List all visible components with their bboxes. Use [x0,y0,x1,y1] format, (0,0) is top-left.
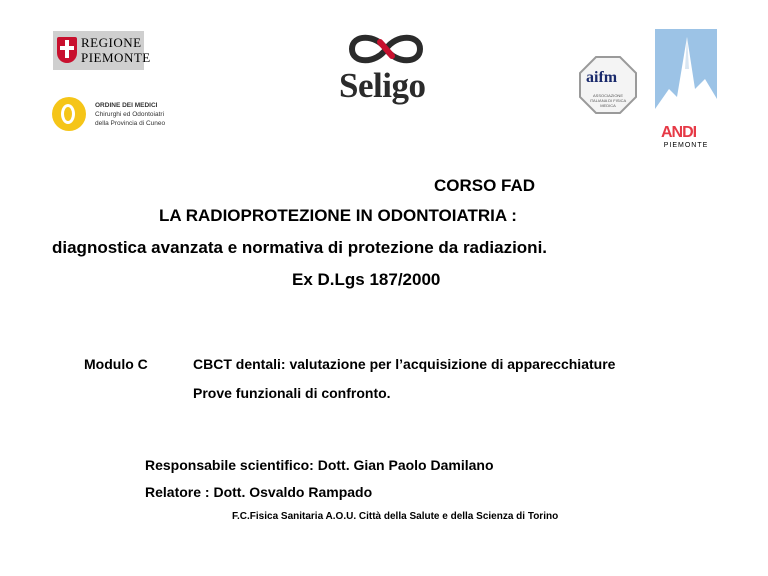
regione-line2: PIEMONTE [81,50,151,65]
aifm-logo [578,55,638,115]
aifm-subtitle: ASSOCIAZIONE ITALIANA DI FISICA MEDICA [589,93,627,108]
course-subtitle: diagnostica avanzata e normativa di protezione da radiazioni. [52,238,548,257]
regione-line1: REGIONE [81,35,142,50]
seligo-word: Seligo [339,66,426,105]
ordine-line2: Chirurghi ed Odontoiatri [95,111,165,118]
affiliation: F.C.Fisica Sanitaria A.O.U. Città della Salute e della Scienza di Torino [232,511,559,522]
module-label: Modulo C [84,356,148,372]
andi-label: PIEMONTE [655,141,717,150]
course-type: CORSO FAD [434,176,536,195]
ordine-medici-logo [52,97,172,137]
ordine-line1: ORDINE DEI MEDICI [95,102,158,109]
infinity-icon [340,30,432,68]
seligo-logo [330,30,440,110]
piemonte-shield-icon [57,37,77,63]
course-title: LA RADIOPROTEZIONE IN ODONTOIATRIA : [159,206,517,225]
responsabile-scientifico: Responsabile scientifico: Dott. Gian Paolo Damilano [145,457,494,473]
relatore: Relatore : Dott. Osvaldo Rampado [145,484,373,500]
law-reference: Ex D.Lgs 187/2000 [292,270,441,289]
regione-piemonte-logo [53,31,151,70]
module-line1: CBCT dentali: valutazione per l’acquisizione di apparecchiature [193,356,616,372]
regione-piemonte-text [81,35,151,65]
module-line2: Prove funzionali di confronto. [193,385,391,401]
ordine-medici-emblem-icon [52,97,86,131]
aifm-word: aifm [586,69,618,86]
ordine-line3: della Provincia di Cuneo [95,120,166,127]
ordine-medici-text [95,101,165,128]
andi-piemonte-logo [655,29,717,151]
andi-word: ANDI [661,124,697,141]
